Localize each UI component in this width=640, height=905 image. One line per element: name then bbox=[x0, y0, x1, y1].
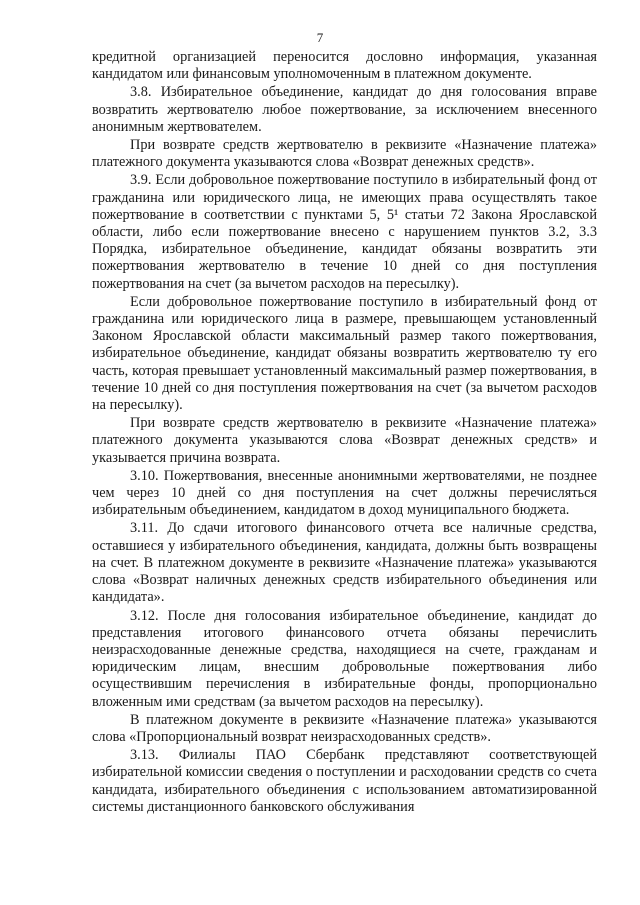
paragraph-3-13: 3.13. Филиалы ПАО Сбербанк представляют соответствующей избирательной комиссии сведения о поступлении и расходовании средств со счета кандидата, избирательного объединения с использованием автоматизированной системы дистанционного банковского обслуживания bbox=[92, 747, 597, 815]
paragraph-3-9-refund-note: При возврате средств жертвователю в реквизите «Назначение платежа» платежного документа указываются слова «Возврат денежных средств» и указывается причина возврата. bbox=[92, 415, 597, 466]
paragraph-3-12-payment-note: В платежном документе в реквизите «Назначение платежа» указываются слова «Пропорциональный возврат неизрасходованных средств». bbox=[92, 711, 597, 745]
paragraph-3-12: 3.12. После дня голосования избирательное объединение, кандидат до представления итогового финансового отчета обязаны перечислить неизрасходованные денежные средства, находящиеся на счете, гражданам и юридическим лицам, внесшим добровольные пожертвования либо осуществившим перечисления в избирательные фонды, пропорционально вложенным ими средствам (за вычетом расходов на пересылку). bbox=[92, 607, 597, 710]
paragraph-3-9-excess: Если добровольное пожертвование поступило в избирательный фонд от гражданина или юридического лица в размере, превышающем установленный Законом Ярославской области максимальный размер такого пожертвования, избирательное объединение, кандидат обязаны возвратить жертвователю ту его часть, которая превышает установленный максимальный размер пожертвования, в течение 10 дней со дня поступления пожертвования на счет (за вычетом расходов на пересылку). bbox=[92, 293, 597, 414]
document-body bbox=[92, 49, 597, 816]
paragraph-3-10: 3.10. Пожертвования, внесенные анонимными жертвователями, не позднее чем через 10 дней со дня поступления на счет должны перечисляться избирательным объединением, кандидатом в доход муниципального бюджета. bbox=[92, 467, 597, 519]
paragraph-3-11: 3.11. До сдачи итогового финансового отчета все наличные средства, оставшиеся у избирательного объединения, кандидата, должны быть возвращены на счет. В платежном документе в реквизите «Назначение платежа» указываются слова «Возврат наличных денежных средств избирательного объединения или кандидата». bbox=[92, 520, 597, 606]
paragraph-3-8: 3.8. Избирательное объединение, кандидат до дня голосования вправе возвратить жертвователю любое пожертвование, за исключением внесенного анонимным жертвователем. bbox=[92, 84, 597, 135]
paragraph-3-8-refund-note: При возврате средств жертвователю в реквизите «Назначение платежа» платежного документа указываются слова «Возврат денежных средств». bbox=[92, 137, 597, 171]
page-number: 7 bbox=[316, 30, 324, 45]
paragraph-3-9: 3.9. Если добровольное пожертвование поступило в избирательный фонд от гражданина или юридического лица, не имеющих права осуществлять такое пожертвование в соответствии с пунктами 5, 5¹ статьи 72 Закона Ярославской области, либо если пожертвование внесено с нарушением пунктов 3.2, 3.3 Порядка, избирательное объединение, кандидат обязаны возвратить эти пожертвования жертвователю в течение 10 дней со дня поступления пожертвования на счет (за вычетом расходов на пересылку). bbox=[92, 172, 597, 292]
paragraph-continuation: кредитной организацией переносится дословно информация, указанная кандидатом или финансовым уполномоченным в платежном документе. bbox=[92, 49, 597, 83]
